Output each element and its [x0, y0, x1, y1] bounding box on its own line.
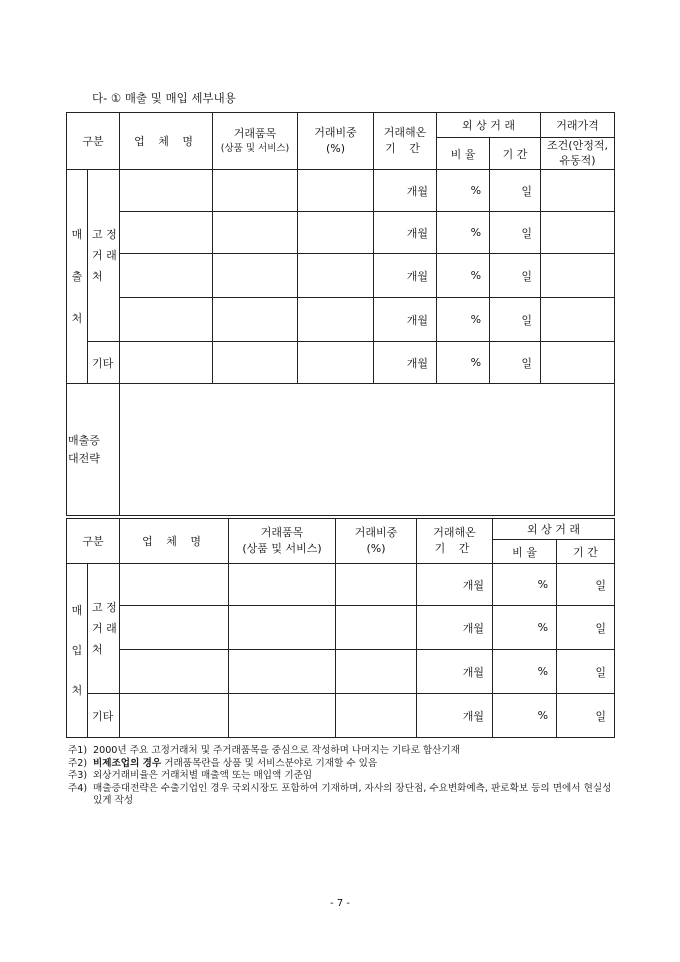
sales-side-label	[67, 170, 88, 384]
purchase-item-cell[interactable]	[229, 694, 336, 738]
purchase-credit-ratio-cell[interactable]: %	[493, 564, 557, 606]
sales-side-char: 출	[71, 269, 83, 283]
purchase-credit-ratio-cell[interactable]: %	[493, 650, 557, 694]
footnote-text: 외상거래비율은 거래처별 매출액 또는 매입액 기준임	[93, 770, 313, 782]
footnote-label: 주3)	[68, 770, 88, 782]
footnote-rest-text: 거래품목란을 상품 및 서비스분야로 기재할 수 있음	[161, 757, 378, 769]
sales-strategy-content[interactable]	[120, 384, 615, 516]
sales-strategy-line: 매출증	[68, 433, 100, 447]
sales-item-cell[interactable]	[213, 342, 298, 384]
sales-other-label: 기타	[88, 342, 120, 384]
section-title: 다- ① 매출 및 매입 세부내용	[92, 91, 236, 105]
sales-fixed-line: 고 정	[92, 228, 117, 241]
purchase-header-years-line1: 거래해온	[433, 525, 476, 539]
purchase-credit-period-cell[interactable]: 일	[557, 650, 615, 694]
purchase-table	[66, 518, 615, 738]
sales-header-item	[213, 113, 298, 170]
purchase-months-cell[interactable]: 개월	[417, 650, 493, 694]
sales-credit-ratio-cell[interactable]: %	[437, 170, 490, 212]
footnote-text: 매출증대전략은 수출기업인 경우 국외시장도 포함하여 기재하며, 자사의 장단점, 수요변화예측, 판로확보 등의 면에서 현실성 있게 작성	[93, 782, 612, 807]
footnote-label: 주2)	[68, 757, 88, 769]
purchase-side-char: 입	[71, 643, 83, 657]
sales-credit-period-cell[interactable]: 일	[490, 298, 541, 342]
purchase-credit-period-cell[interactable]: 일	[557, 564, 615, 606]
purchase-header-credit-period: 기 간	[557, 540, 615, 564]
sales-price-cell[interactable]	[541, 212, 615, 254]
purchase-company-cell[interactable]	[120, 564, 229, 606]
purchase-header-item-line1: 거래품목	[260, 525, 304, 539]
sales-price-cell[interactable]	[541, 170, 615, 212]
sales-table	[66, 112, 615, 516]
purchase-item-cell[interactable]	[229, 564, 336, 606]
purchase-ratio-cell[interactable]	[336, 650, 417, 694]
sales-header-item-line1: 거래품목	[233, 126, 277, 140]
sales-price-cell[interactable]	[541, 254, 615, 298]
purchase-months-cell[interactable]: 개월	[417, 564, 493, 606]
sales-fixed-line: 처	[92, 270, 103, 283]
sales-side-char: 매	[71, 227, 83, 241]
sales-credit-period-cell[interactable]: 일	[490, 212, 541, 254]
sales-side-char: 처	[71, 311, 83, 325]
sales-ratio-cell[interactable]	[298, 254, 374, 298]
sales-fixed-line: 거 래	[92, 249, 117, 262]
purchase-item-cell[interactable]	[229, 650, 336, 694]
purchase-fixed-line: 거 래	[92, 622, 117, 635]
purchase-header-item	[229, 519, 336, 564]
sales-ratio-cell[interactable]	[298, 298, 374, 342]
sales-months-cell[interactable]: 개월	[374, 298, 437, 342]
purchase-side-char: 매	[71, 603, 83, 617]
sales-header-price-line2: 조건(안정적,	[547, 139, 608, 153]
sales-header-item-line2: (상품 및 서비스)	[220, 143, 290, 155]
sales-company-cell[interactable]	[120, 254, 213, 298]
purchase-months-cell[interactable]: 개월	[417, 606, 493, 650]
sales-item-cell[interactable]	[213, 298, 298, 342]
purchase-credit-period-cell[interactable]: 일	[557, 694, 615, 738]
purchase-ratio-cell[interactable]	[336, 564, 417, 606]
sales-header-years-line1: 거래해온	[383, 125, 427, 139]
page-number: - 7 -	[330, 898, 350, 909]
purchase-fixed-line: 고 정	[92, 601, 117, 614]
sales-header-credit-ratio: 비 율	[437, 138, 490, 170]
sales-header-price-line3: 유동적)	[559, 153, 596, 167]
sales-item-cell[interactable]	[213, 212, 298, 254]
purchase-header-ratio	[336, 519, 417, 564]
sales-months-cell[interactable]: 개월	[374, 342, 437, 384]
sales-months-cell[interactable]: 개월	[374, 254, 437, 298]
footnote-text: 2000년 주요 고정거래처 및 주거래품목을 중심으로 작성하며 나머지는 기타로 합산기재	[93, 745, 460, 756]
sales-credit-ratio-cell[interactable]: %	[437, 298, 490, 342]
sales-credit-ratio-cell[interactable]: %	[437, 254, 490, 298]
footnote-label: 주1)	[68, 745, 88, 756]
sales-company-cell[interactable]	[120, 342, 213, 384]
sales-price-cell[interactable]	[541, 298, 615, 342]
sales-header-credit-period: 기 간	[490, 138, 541, 170]
sales-ratio-cell[interactable]	[298, 170, 374, 212]
purchase-header-years-line2: 기 간	[434, 542, 475, 555]
sales-header-years	[374, 113, 437, 170]
purchase-credit-ratio-cell[interactable]: %	[493, 606, 557, 650]
sales-price-cell[interactable]	[541, 342, 615, 384]
purchase-ratio-cell[interactable]	[336, 606, 417, 650]
purchase-header-ratio-line1: 거래비중	[354, 525, 398, 539]
sales-ratio-cell[interactable]	[298, 342, 374, 384]
purchase-header-credit: 외 상 거 래	[493, 519, 615, 540]
sales-company-cell[interactable]	[120, 170, 213, 212]
sales-strategy-line: 대전략	[68, 451, 100, 465]
sales-header-ratio	[298, 113, 374, 170]
purchase-header-credit-ratio: 비 율	[493, 540, 557, 564]
sales-ratio-cell[interactable]	[298, 212, 374, 254]
purchase-ratio-cell[interactable]	[336, 694, 417, 738]
footnote-bold-text: 비제조업의 경우	[93, 757, 162, 769]
sales-credit-period-cell[interactable]: 일	[490, 254, 541, 298]
footnote	[68, 758, 616, 771]
sales-header-years-line2: 기 간	[385, 142, 425, 155]
sales-item-cell[interactable]	[213, 170, 298, 212]
purchase-credit-period-cell[interactable]: 일	[557, 606, 615, 650]
purchase-header-years	[417, 519, 493, 564]
footnote	[68, 783, 616, 808]
sales-company-cell[interactable]	[120, 298, 213, 342]
sales-header-price-condition	[541, 138, 615, 170]
sales-credit-ratio-cell[interactable]: %	[437, 212, 490, 254]
footnote-label: 주4)	[68, 782, 88, 794]
purchase-header-gubun: 구분	[67, 519, 120, 564]
purchase-item-cell[interactable]	[229, 606, 336, 650]
sales-credit-period-cell[interactable]: 일	[490, 170, 541, 212]
sales-header-price-line1: 거래가격	[541, 113, 615, 138]
sales-strategy-label	[67, 384, 120, 516]
sales-header-credit: 외 상 거 래	[437, 113, 541, 138]
sales-months-cell[interactable]: 개월	[374, 212, 437, 254]
footnote	[68, 770, 616, 783]
sales-credit-period-cell[interactable]: 일	[490, 342, 541, 384]
footnote	[68, 745, 616, 758]
sales-months-cell[interactable]: 개월	[374, 170, 437, 212]
purchase-fixed-label	[88, 564, 120, 694]
sales-header-company: 업 체 명	[120, 113, 213, 170]
purchase-credit-ratio-cell[interactable]: %	[493, 694, 557, 738]
purchase-side-label	[67, 564, 88, 738]
purchase-header-ratio-line2: (%)	[366, 542, 386, 555]
sales-header-ratio-line1: 거래비중	[314, 125, 357, 139]
purchase-months-cell[interactable]: 개월	[417, 694, 493, 738]
sales-credit-ratio-cell[interactable]: %	[437, 342, 490, 384]
purchase-fixed-line: 처	[92, 643, 103, 656]
purchase-header-item-line2: (상품 및 서비스)	[242, 542, 322, 555]
purchase-company-cell[interactable]	[120, 650, 229, 694]
purchase-header-company: 업 체 명	[120, 519, 229, 564]
sales-header-ratio-line2: (%)	[325, 142, 346, 155]
purchase-other-label: 기타	[88, 694, 120, 738]
footnote-text	[93, 758, 616, 771]
purchase-side-char: 처	[71, 683, 83, 697]
sales-header-gubun: 구분	[67, 113, 120, 170]
footnotes	[68, 745, 616, 808]
purchase-company-cell[interactable]	[120, 694, 229, 738]
sales-item-cell[interactable]	[213, 254, 298, 298]
sales-company-cell[interactable]	[120, 212, 213, 254]
purchase-company-cell[interactable]	[120, 606, 229, 650]
sales-fixed-label	[88, 170, 120, 342]
